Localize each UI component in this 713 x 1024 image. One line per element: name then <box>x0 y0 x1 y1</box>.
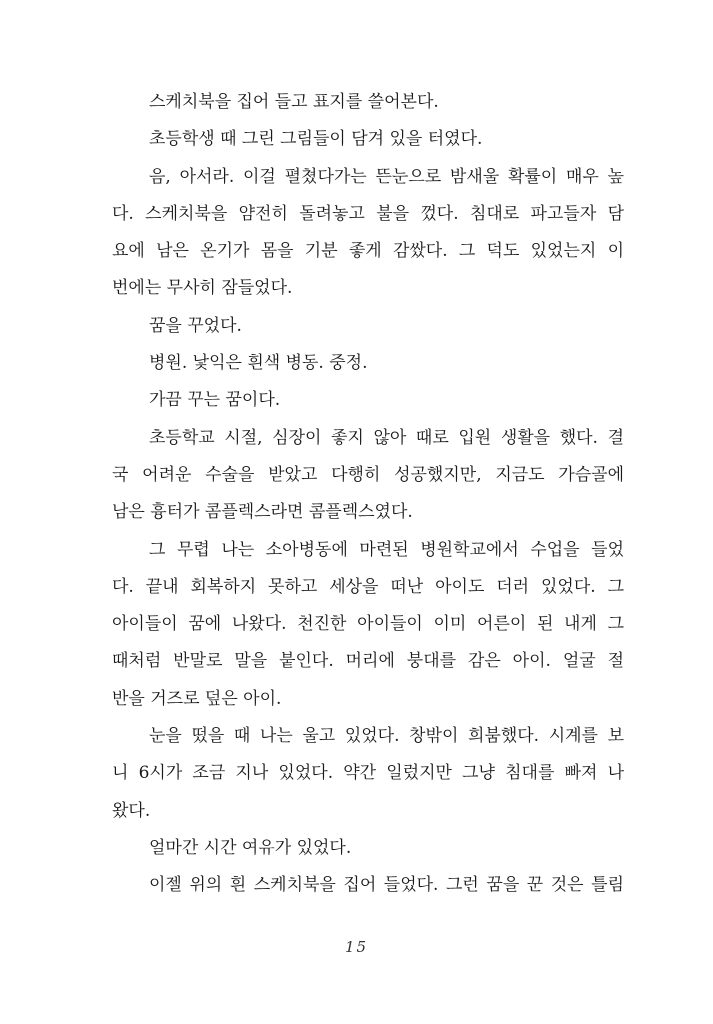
text-line: 아이들이 꿈에 나왔다. 천진한 아이들이 이미 어른이 된 내게 그 <box>112 614 624 635</box>
text-line: 얼마간 시간 여유가 있었다. <box>149 837 352 858</box>
text-line: 스케치북을 집어 들고 표지를 쓸어본다. <box>149 92 439 112</box>
text-line: 다. 끝내 회복하지 못하고 세상을 떠난 아이도 더러 있었다. 그 <box>112 576 624 597</box>
text-line: 니 6시가 조금 지나 있었다. 약간 일렀지만 그냥 침대를 빠져 나 <box>112 763 624 784</box>
text-line: 남은 흉터가 콤플렉스라면 콤플렉스였다. <box>112 502 413 523</box>
text-line: 음, 아서라. 이걸 펼쳤다가는 뜬눈으로 밤새울 확률이 매우 높 <box>149 166 624 187</box>
body-text <box>112 84 624 905</box>
text-line: 병원. 낯익은 흰색 병동. 중정. <box>149 353 368 374</box>
text-line: 국 어려운 수술을 받았고 다행히 성공했지만, 지금도 가슴골에 <box>112 464 624 485</box>
text-line: 이젤 위의 흰 스케치북을 집어 들었다. 그런 꿈을 꾼 것은 틀림 <box>149 875 624 896</box>
text-line: 초등학생 때 그린 그림들이 담겨 있을 터였다. <box>149 129 483 150</box>
text-line: 번에는 무사히 잠들었다. <box>112 278 293 299</box>
text-line: 왔다. <box>112 800 151 821</box>
text-line: 가끔 꾸는 꿈이다. <box>149 390 281 411</box>
text-line: 그 무렵 나는 소아병동에 마련된 병원학교에서 수업을 들었 <box>149 539 624 560</box>
text-line: 다. 스케치북을 얌전히 돌려놓고 불을 껐다. 침대로 파고들자 담 <box>112 203 624 224</box>
text-line: 눈을 떴을 때 나는 울고 있었다. 창밖이 희붐했다. 시계를 보 <box>149 726 624 747</box>
text-line: 때처럼 반말로 말을 붙인다. 머리에 붕대를 감은 아이. 얼굴 절 <box>112 651 624 672</box>
text-line: 요에 남은 온기가 몸을 기분 좋게 감쌌다. 그 덕도 있었는지 이 <box>112 241 624 262</box>
text-line: 초등학교 시절, 심장이 좋지 않아 때로 입원 생활을 했다. 결 <box>149 427 624 448</box>
page-number: 15 <box>344 938 369 956</box>
text-line: 반을 거즈로 덮은 아이. <box>112 688 282 709</box>
text-line: 꿈을 꾸었다. <box>149 315 242 336</box>
